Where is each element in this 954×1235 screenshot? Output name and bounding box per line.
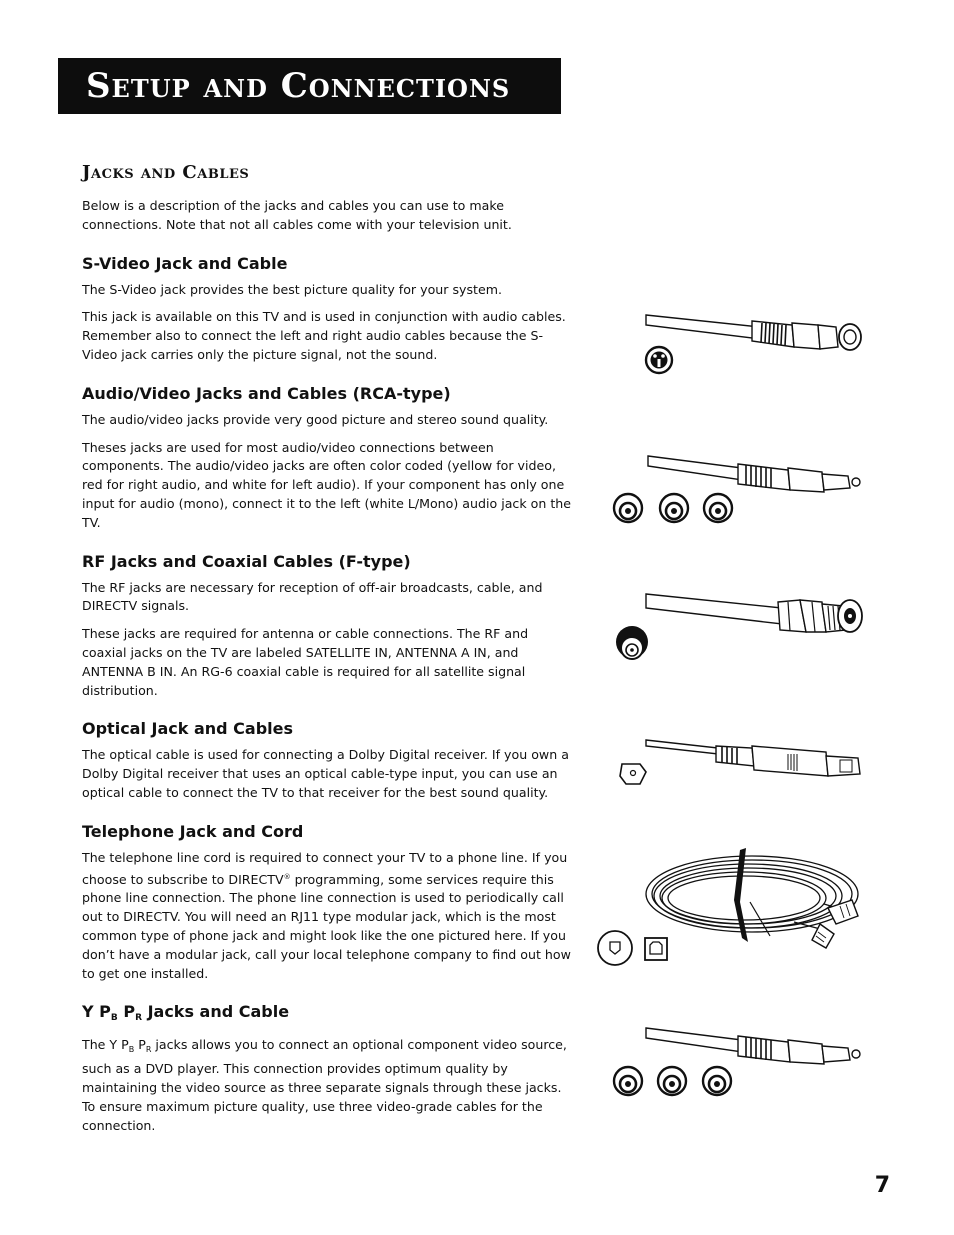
component-cable-illustration xyxy=(612,1024,872,1100)
registered-mark: ® xyxy=(283,872,291,881)
rca-cable-illustration xyxy=(612,450,872,530)
optical-heading: Optical Jack and Cables xyxy=(82,719,294,739)
coaxial-cable-illustration xyxy=(612,588,874,668)
intro-paragraph: Below is a description of the jacks and cables you can use to make connections. Note that not all cables come with your television unit. xyxy=(82,198,512,232)
svideo-heading: S-Video Jack and Cable xyxy=(82,253,288,273)
svideo-paragraph-2: This jack is available on this TV and is used in conjunction with audio cables. Remember also to connect the left and right audio cables because the S-Video jack carries only the picture signal, not the sound. xyxy=(82,309,566,362)
ypbpr-text-y: The Y P xyxy=(82,1037,129,1053)
telephone-section xyxy=(82,822,574,984)
av-section xyxy=(82,384,574,533)
svideo-paragraph-1: The S-Video jack provides the best picture quality for your system. xyxy=(82,281,502,297)
rf-paragraph-1: The RF jacks are necessary for reception of off-air broadcasts, cable, and DIRECTV signals. xyxy=(82,579,543,614)
telephone-cord-illustration xyxy=(594,842,866,972)
svideo-section xyxy=(82,254,574,365)
rf-paragraph-2: These jacks are required for antenna or cable connections. The RF and coaxial jacks on the TV are labeled SATELLITE IN, ANTENNA A IN, and ANTENNA B IN. An RG-6 coaxial cable is required for all satellite signal distribution. xyxy=(82,626,529,698)
ypbpr-heading xyxy=(82,1002,574,1028)
av-paragraph-2: Theses jacks are used for most audio/video connections between components. The audio/video jacks are often color coded (yellow for video, red for right audio, and white for left audio). If your component has only one input for audio (mono), connect it to the left (white L/Mono) audio jack on the TV. xyxy=(82,439,571,530)
ypbpr-text-p: P xyxy=(134,1037,146,1053)
main-content xyxy=(82,162,574,1154)
optical-section xyxy=(82,719,574,802)
svideo-cable-illustration xyxy=(640,305,870,377)
ypbpr-section xyxy=(82,1002,574,1135)
ypbpr-heading-y: Y P xyxy=(82,1002,111,1022)
ypbpr-heading-sub-b: B xyxy=(110,1013,118,1024)
section-title: Jacks and Cables xyxy=(82,162,250,183)
page-banner: Setup and Connections xyxy=(58,58,561,114)
ypbpr-text-sub-r: R xyxy=(145,1045,152,1055)
rf-heading: RF Jacks and Coaxial Cables (F-type) xyxy=(82,551,411,571)
ypbpr-text-sub-b: B xyxy=(128,1045,135,1055)
optical-paragraph-1: The optical cable is used for connecting a Dolby Digital receiver. If you own a Dolby Digital receiver that uses an optical cable-type input, you can use an optical cable to connect the TV to that receiver for the best sound quality. xyxy=(82,747,569,800)
telephone-paragraph-1 xyxy=(82,849,574,984)
telephone-text-a: The telephone line cord is required to connect your TV to a phone line. If you choose to subscribe to DIRECTV xyxy=(82,849,568,887)
ypbpr-text-tail: jacks allows you to connect an optional component video source, such as a DVD player. This connection provides optimum quality by maintaining the video source as three separate signals through these jacks. To ensure maximum picture quality, use three video-grade cables for the connection. xyxy=(82,1037,567,1133)
ypbpr-heading-p: P xyxy=(117,1002,136,1022)
telephone-text-b: programming, some services require this phone line connection. The phone line connection is used to periodically call out to DIRECTV. You will need an RJ11 type modular jack, which is the most common type of phone jack and might look like the one pictured here. If you don’t have a modular jack, call your local telephone company to find out how to get one installed. xyxy=(82,871,571,981)
optical-cable-illustration xyxy=(616,736,864,792)
av-heading: Audio/Video Jacks and Cables (RCA-type) xyxy=(82,383,451,403)
telephone-heading: Telephone Jack and Cord xyxy=(82,821,304,841)
av-paragraph-1: The audio/video jacks provide very good picture and stereo sound quality. xyxy=(82,411,549,427)
rf-section xyxy=(82,552,574,701)
ypbpr-paragraph-1 xyxy=(82,1036,574,1135)
page-number: 7 xyxy=(874,1173,890,1198)
ypbpr-heading-sub-r: R xyxy=(135,1013,142,1024)
ypbpr-heading-tail: Jacks and Cable xyxy=(142,1002,290,1022)
